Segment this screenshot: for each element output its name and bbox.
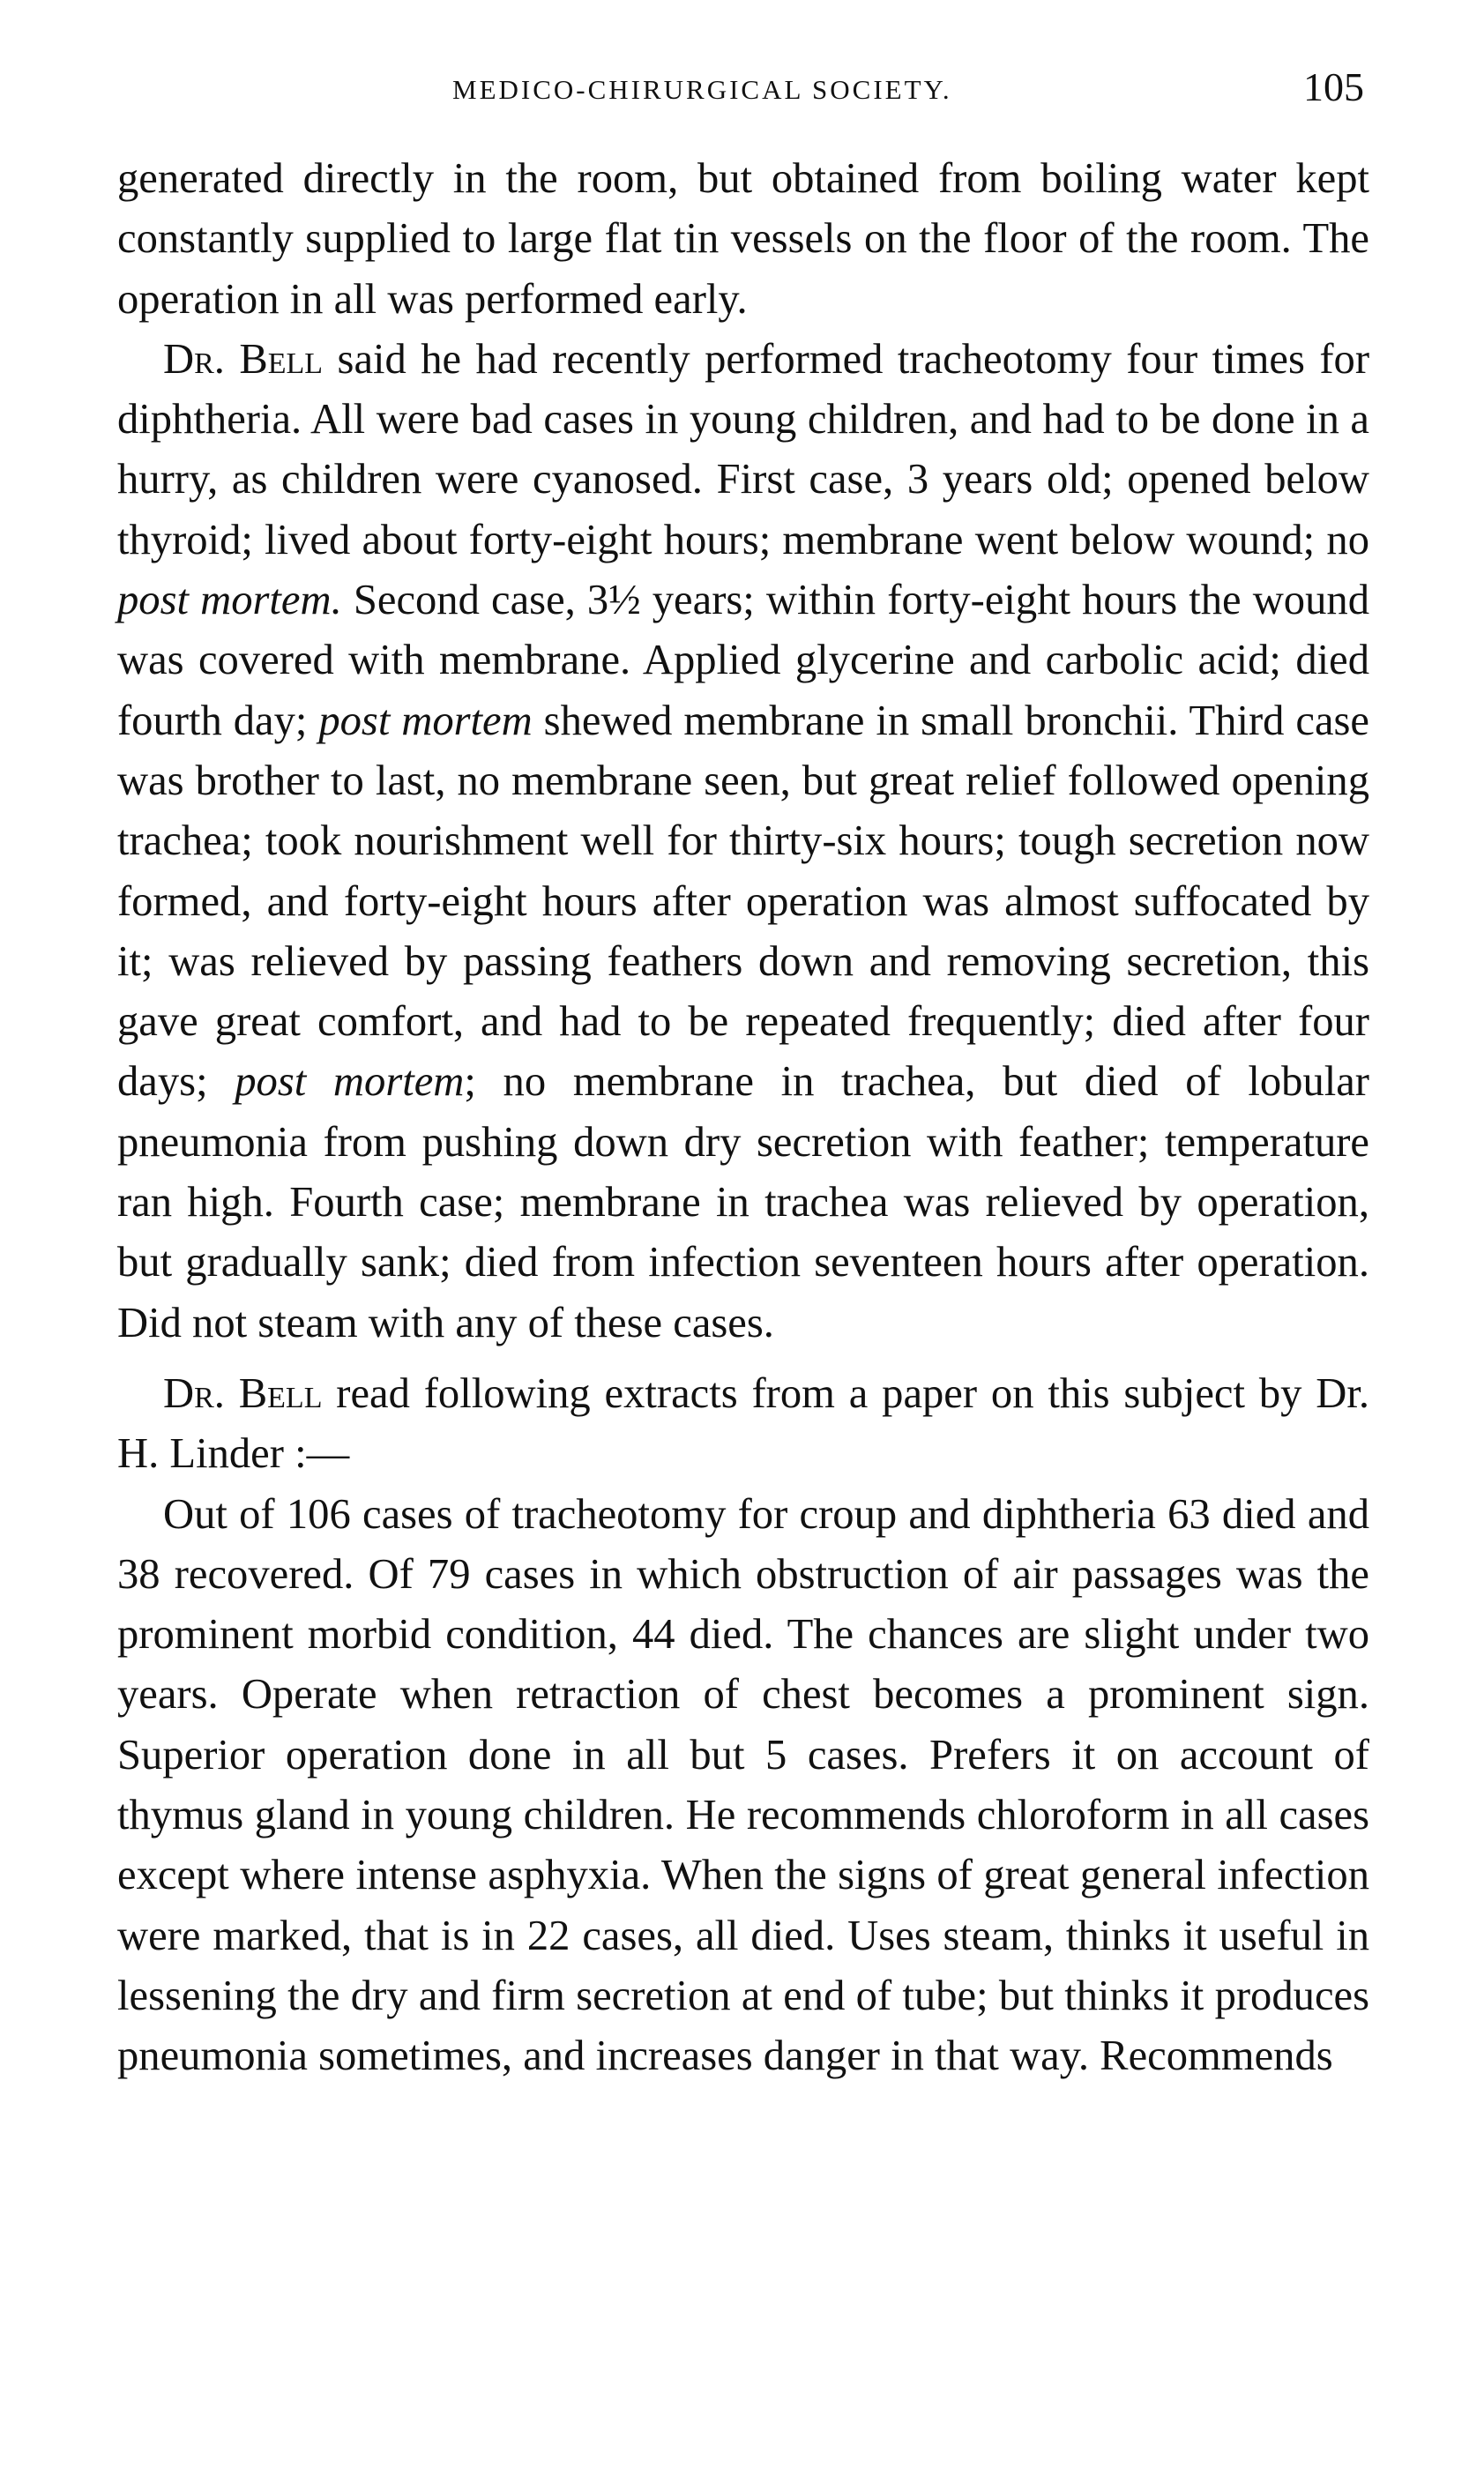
paragraph-3-text: read following extracts from a paper on this subject by Dr. H. Linder :— xyxy=(117,1369,1369,1478)
body-text xyxy=(117,148,1369,2086)
speaker-name: Dr. Bell xyxy=(163,334,324,383)
page-number: 105 xyxy=(1303,64,1364,109)
italic-post-mortem-3: post mortem xyxy=(235,1057,465,1106)
italic-post-mortem-1: post mortem. xyxy=(117,576,342,624)
running-head xyxy=(117,62,1369,123)
speaker-name: Dr. Bell xyxy=(163,1369,323,1417)
running-title: MEDICO-CHIRURGICAL SOCIETY. xyxy=(452,74,952,105)
paragraph-1: generated directly in the room, but obtained from boiling water kept constantly supplied to large flat tin vessels on the floor of the room. The operation in all was performed early. xyxy=(117,154,1369,323)
italic-post-mortem-2: post mortem xyxy=(318,696,533,744)
paragraph-3 xyxy=(117,1363,1369,1484)
paragraph-2-text-1: said he had recently performed tracheotomy four times for diphtheria. All were bad cases in young children, and had to be done in a hurry, as children were cyanosed. First case, 3 years old; opened below thyroid; lived about forty-eight hours; membrane went below wound; no xyxy=(117,334,1370,563)
paragraph-2-text-4: ; no membrane in trachea, but died of lobular pneumonia from pushing down dry secretion with feather; temperature ran high. Fourth case; membrane in trachea was relieved by operation, but gradually sank; died from infection seventeen hours after operation. Did not steam with any of these cases. xyxy=(117,1057,1369,1346)
paragraph-2-text-3: shewed membrane in small bronchii. Third case was brother to last, no membrane seen, but great relief followed opening trachea; took nourishment well for thirty-six hours; tough secretion now formed, and forty-eight hours after operation was almost suffocated by it; was relieved by passing feathers down and removing secretion, this gave great comfort, and had to be repeated frequently; died after four days; xyxy=(117,696,1370,1106)
book-page xyxy=(117,62,1369,2086)
paragraph-4: Out of 106 cases of tracheotomy for croup and diphtheria 63 died and 38 recovered. Of 79 cases in which obstruction of air passages was the prominent morbid condition, 44 died. The chances are slight under two years. Operate when retraction of chest becomes a prominent sign. Superior operation done in all but 5 cases. Prefers it on account of thymus gland in young children. He recommends chloroform in all cases except where intense asphyxia. When the signs of great general infection were marked, that is in 22 cases, all died. Uses steam, thinks it useful in lessening the dry and firm secretion at end of tube; but thinks it produces pneumonia sometimes, and increases danger in that way. Recommends xyxy=(117,1489,1369,2080)
paragraph-2-text-2: Second case, 3½ years; within forty-eight hours the wound was covered with membrane. Applied glycerine and carbolic acid; died fourth day; xyxy=(117,576,1369,744)
paragraph-2 xyxy=(117,329,1369,1353)
